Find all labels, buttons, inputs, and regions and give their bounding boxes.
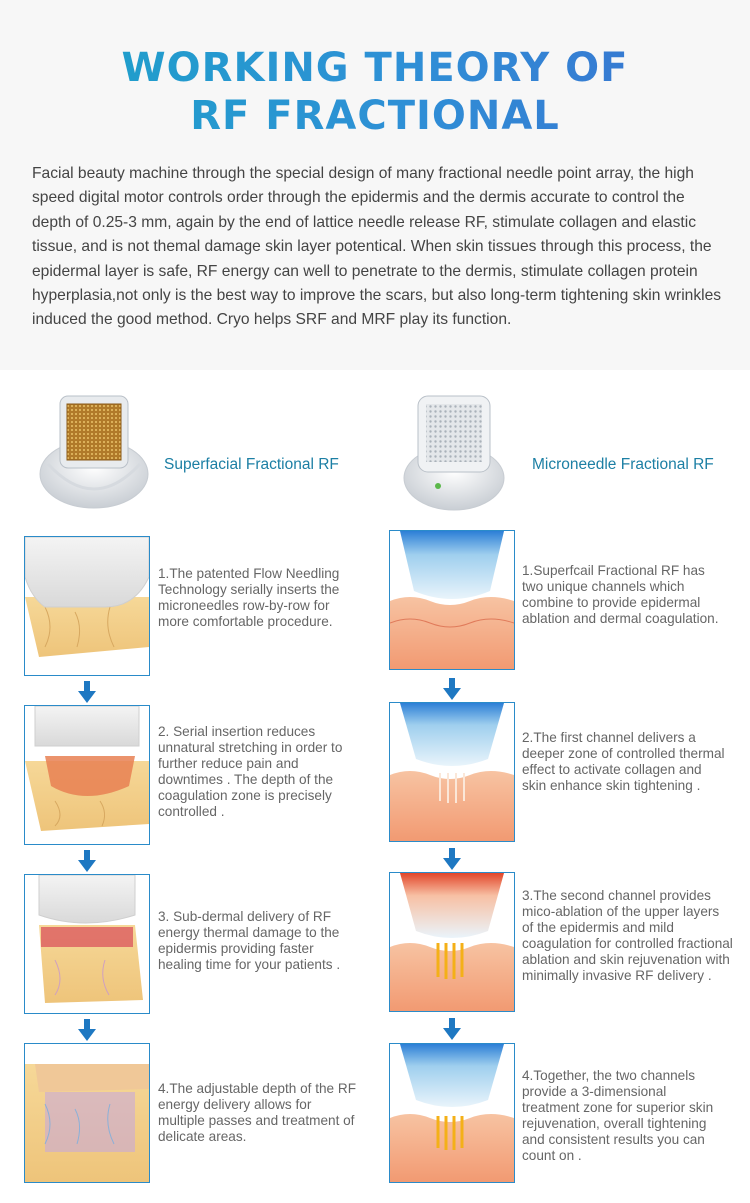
- page-title: [0, 44, 750, 140]
- left-step-3-illustration: [24, 874, 150, 1014]
- title-line-2: RF FRACTIONAL: [0, 92, 750, 140]
- down-arrow-icon: [443, 848, 461, 870]
- left-step-2-text: 2. Serial insertion reduces unnatural stretching in order to further reduce pain and downtimes . The depth of the coagulation zone is precisely controlled .: [158, 724, 343, 819]
- right-step-3-illustration: [389, 872, 515, 1012]
- right-step-4-text: 4.Together, the two channels provide a 3-dimensional treatment zone for superior skin rejuvenation, overall tightening and consistent results you can count on .: [522, 1068, 714, 1163]
- right-step-2-illustration: [389, 702, 515, 842]
- right-step-4-illustration: [389, 1043, 515, 1183]
- down-arrow-icon: [78, 681, 96, 703]
- left-step-1-illustration: [24, 536, 150, 676]
- left-step-2-illustration: [24, 705, 150, 845]
- title-line-1: WORKING THEORY OF: [0, 44, 750, 92]
- left-step-1-text: 1.The patented Flow Needling Technology serially inserts the microneedles row-by-row for more comfortable procedure.: [158, 566, 340, 629]
- product-label-right: Microneedle Fractional RF: [532, 456, 714, 473]
- down-arrow-icon: [443, 1018, 461, 1040]
- intro-paragraph: Facial beauty machine through the special design of many fractional needle point array, the high speed digital motor controls order through the epidermis and the dermis accurate to control the depth of 0.25-3 mm, again by the end of lattice needle release RF, stimulate collagen and elastic tissue, and is not themal damage skin layer potentical. When skin tissues through this process, the epidermal layer is safe, RF energy can well to penetrate to the dermis, stimulate collagen protein hyperplasia,not only is the best way to improve the scars, but also long-term tightening skin wrinkles induced the good method. Cryo helps SRF and MRF play its function.: [32, 165, 722, 329]
- left-step-4-illustration: [24, 1043, 150, 1183]
- gold-cartridge-image: [38, 392, 150, 514]
- right-step-1-text: 1.Superfcail Fractional RF has two unique channels which combine to provide epidermal ablation and dermal coagulation.: [522, 563, 719, 626]
- right-step-2-text: 2.The first channel delivers a deeper zone of controlled thermal effect to activate collagen and skin enhance skin tightening .: [522, 730, 725, 793]
- product-label-left: Superfacial Fractional RF: [164, 456, 339, 473]
- right-step-1-illustration: [389, 530, 515, 670]
- right-step-3-text: 3.The second channel provides mico-ablation of the upper layers of the epidermis and mild coagulation for controlled fractional ablation and skin rejuvenation with minimally invasive RF delivery .: [522, 888, 733, 983]
- clear-cartridge-image: [398, 394, 510, 516]
- left-step-4-text: 4.The adjustable depth of the RF energy delivery allows for multiple passes and treatment of delicate areas.: [158, 1081, 356, 1144]
- down-arrow-icon: [78, 850, 96, 872]
- down-arrow-icon: [78, 1019, 96, 1041]
- left-step-3-text: 3. Sub-dermal delivery of RF energy thermal damage to the epidermis providing faster healing time for your patients .: [158, 909, 341, 972]
- down-arrow-icon: [443, 678, 461, 700]
